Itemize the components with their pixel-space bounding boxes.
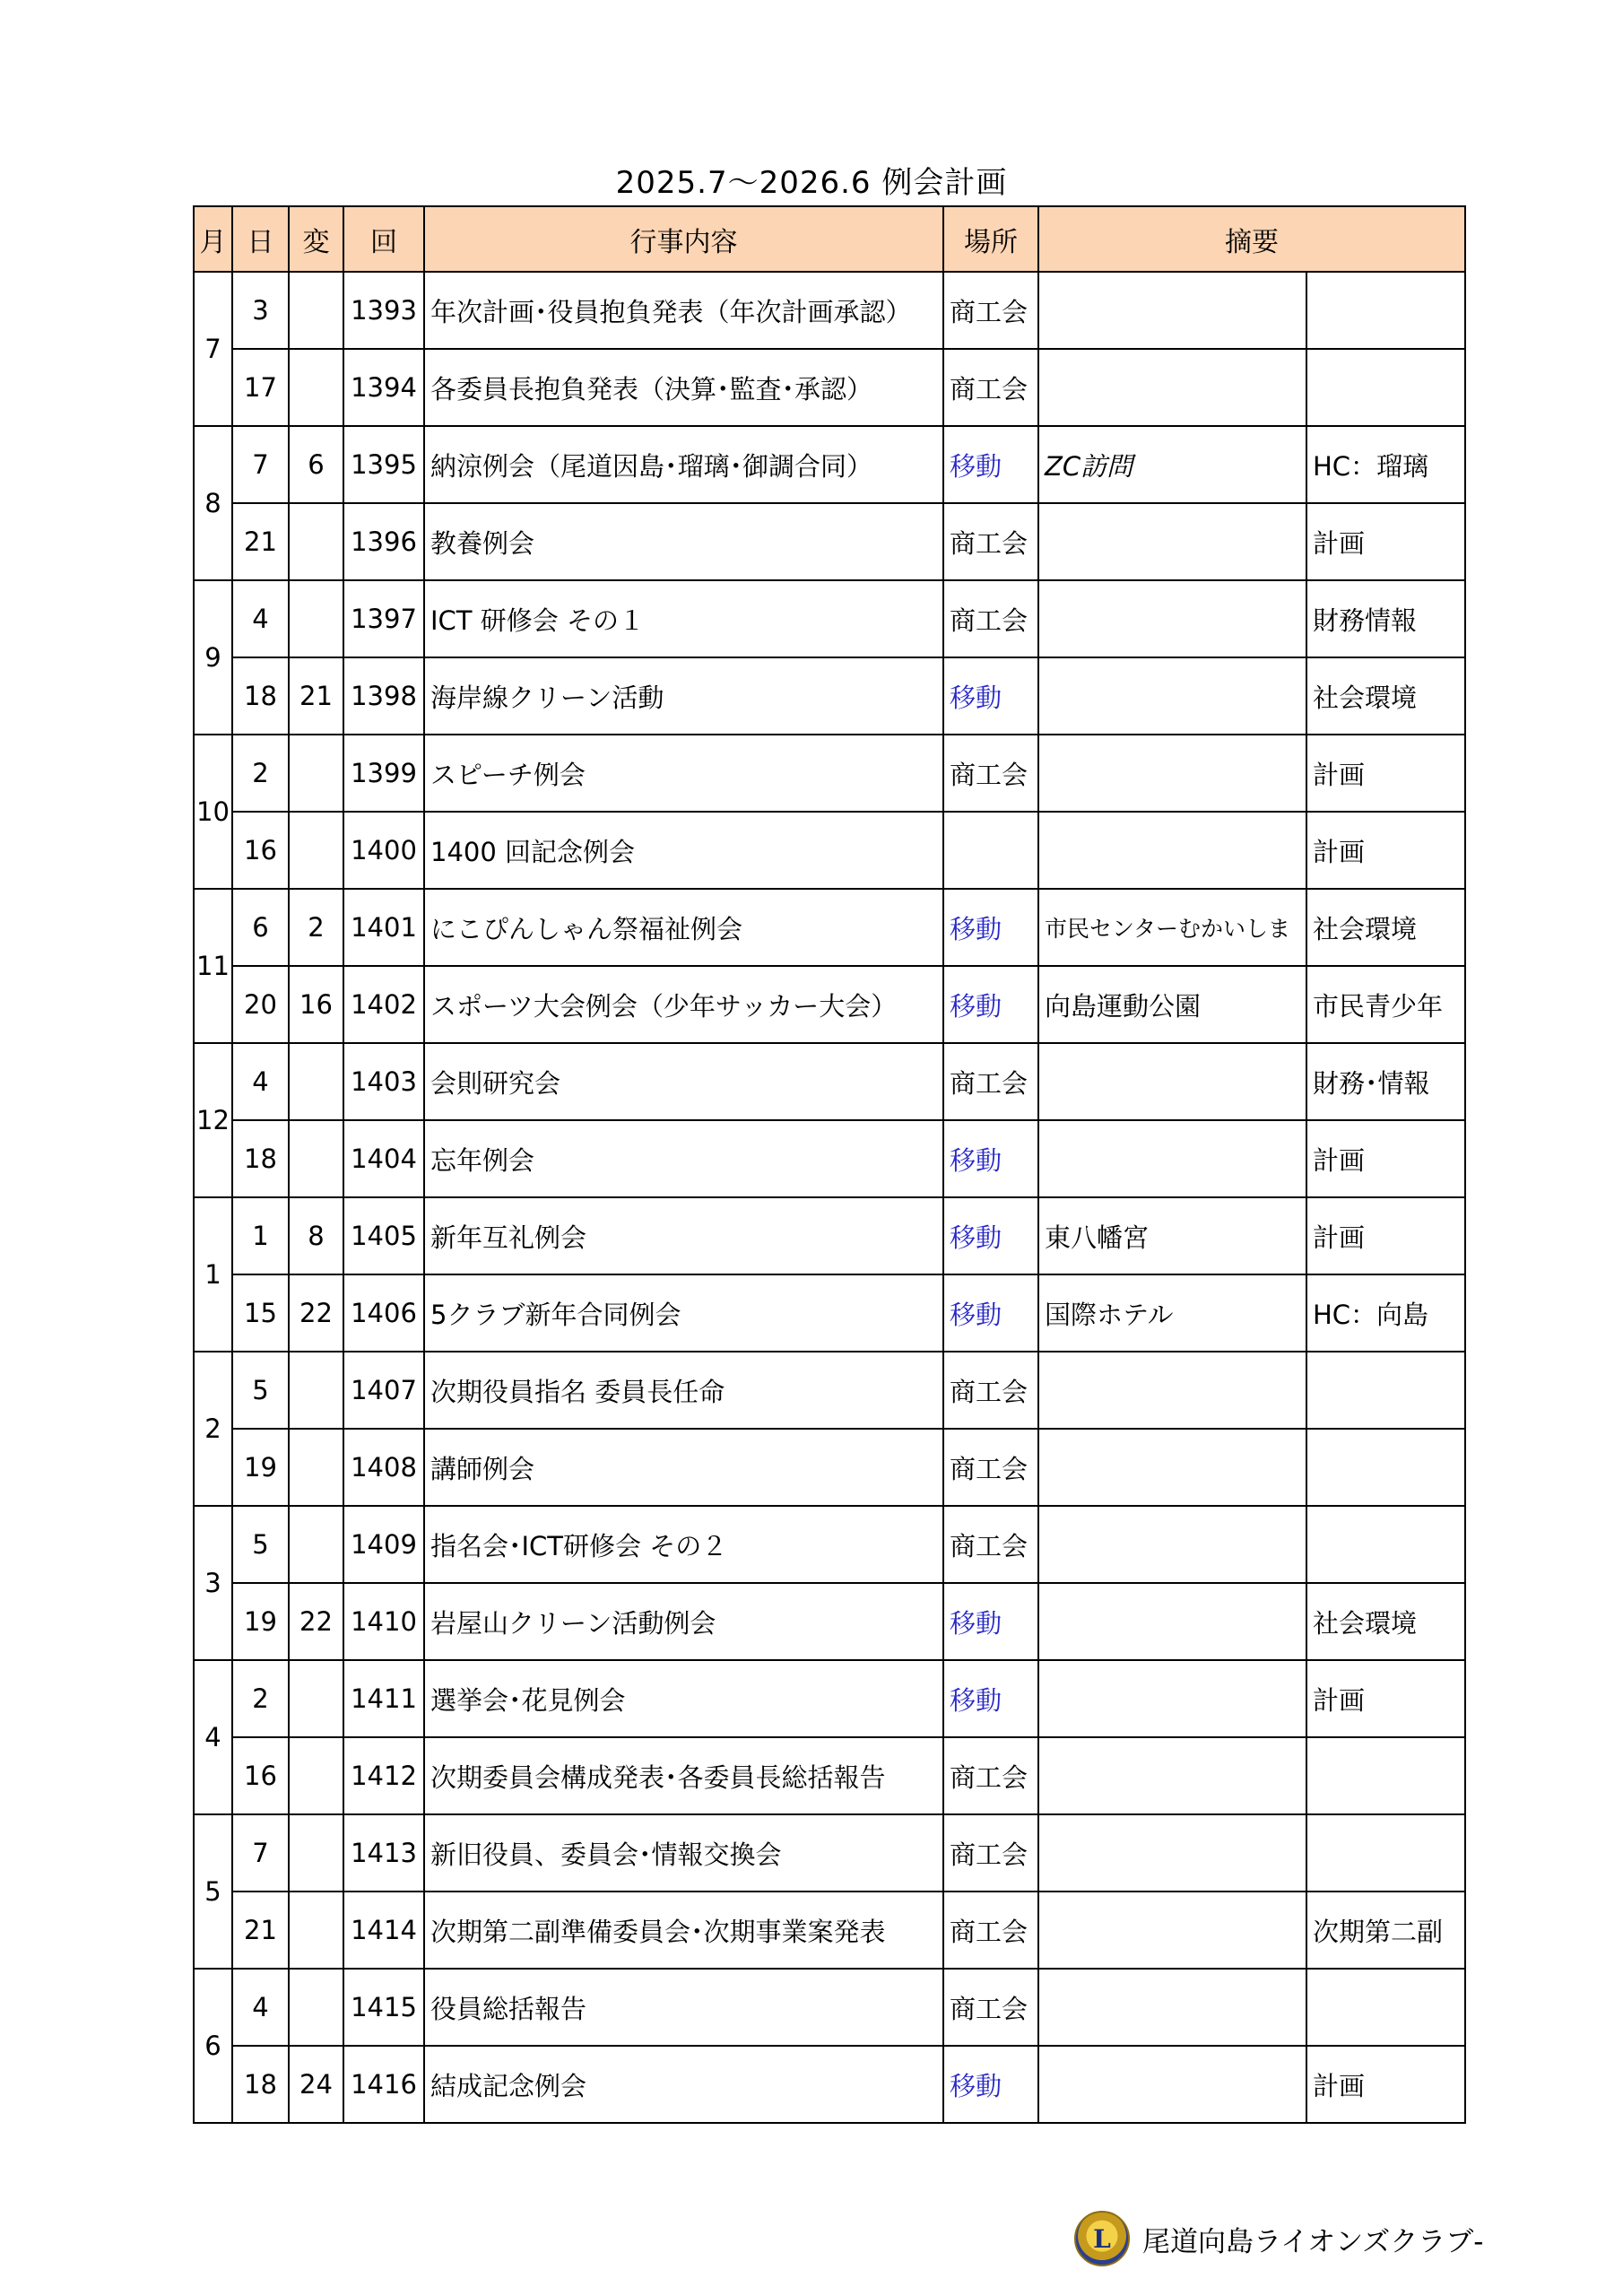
number-cell: 1402 bbox=[343, 966, 424, 1043]
number-cell: 1413 bbox=[343, 1814, 424, 1892]
month-cell: 10 bbox=[194, 735, 232, 889]
change-cell: 24 bbox=[289, 2046, 343, 2123]
place-cell: 移動 bbox=[943, 889, 1038, 966]
day-cell: 1 bbox=[232, 1197, 289, 1274]
day-cell: 19 bbox=[232, 1429, 289, 1506]
table-row bbox=[194, 349, 1465, 426]
note-category-cell: HC：瑠璃 bbox=[1306, 426, 1465, 503]
number-cell: 1408 bbox=[343, 1429, 424, 1506]
event-cell: 講師例会 bbox=[424, 1429, 943, 1506]
change-cell: 8 bbox=[289, 1197, 343, 1274]
club-name: 尾道向島ライオンズクラブ- bbox=[1142, 2225, 1484, 2258]
place-cell: 商工会 bbox=[943, 272, 1038, 349]
month-cell: 7 bbox=[194, 272, 232, 426]
number-cell: 1394 bbox=[343, 349, 424, 426]
footer bbox=[1074, 2205, 1483, 2273]
day-cell: 5 bbox=[232, 1352, 289, 1429]
month-cell: 5 bbox=[194, 1814, 232, 1969]
change-cell bbox=[289, 1660, 343, 1737]
table-row bbox=[194, 272, 1465, 349]
note-category-cell: 市民青少年 bbox=[1306, 966, 1465, 1043]
day-cell: 4 bbox=[232, 580, 289, 657]
day-cell: 18 bbox=[232, 2046, 289, 2123]
number-cell: 1393 bbox=[343, 272, 424, 349]
month-cell: 4 bbox=[194, 1660, 232, 1814]
note-detail-cell bbox=[1038, 657, 1306, 735]
change-cell: 6 bbox=[289, 426, 343, 503]
place-cell: 商工会 bbox=[943, 735, 1038, 812]
day-cell: 4 bbox=[232, 1043, 289, 1120]
event-cell: 次期役員指名 委員長任命 bbox=[424, 1352, 943, 1429]
note-category-cell: 計画 bbox=[1306, 812, 1465, 889]
note-category-cell bbox=[1306, 1429, 1465, 1506]
change-cell: 21 bbox=[289, 657, 343, 735]
number-cell: 1395 bbox=[343, 426, 424, 503]
event-cell: 新年互礼例会 bbox=[424, 1197, 943, 1274]
note-category-cell bbox=[1306, 1352, 1465, 1429]
number-cell: 1414 bbox=[343, 1892, 424, 1969]
place-cell: 移動 bbox=[943, 426, 1038, 503]
table-header-row bbox=[194, 206, 1465, 272]
note-detail-cell bbox=[1038, 1737, 1306, 1814]
table-row bbox=[194, 1969, 1465, 2046]
event-cell: スピーチ例会 bbox=[424, 735, 943, 812]
header-month: 月 bbox=[194, 206, 232, 272]
event-cell: にこぴんしゃん祭福祉例会 bbox=[424, 889, 943, 966]
number-cell: 1412 bbox=[343, 1737, 424, 1814]
note-category-cell: 計画 bbox=[1306, 735, 1465, 812]
event-cell: 忘年例会 bbox=[424, 1120, 943, 1197]
event-cell: スポーツ大会例会（少年サッカー大会） bbox=[424, 966, 943, 1043]
event-cell: 新旧役員、委員会･情報交換会 bbox=[424, 1814, 943, 1892]
note-detail-cell bbox=[1038, 1120, 1306, 1197]
change-cell bbox=[289, 1737, 343, 1814]
number-cell: 1401 bbox=[343, 889, 424, 966]
note-category-cell: HC：向島 bbox=[1306, 1274, 1465, 1352]
table-row bbox=[194, 1274, 1465, 1352]
place-cell: 商工会 bbox=[943, 349, 1038, 426]
table-row bbox=[194, 1506, 1465, 1583]
change-cell bbox=[289, 1120, 343, 1197]
note-category-cell: 計画 bbox=[1306, 1120, 1465, 1197]
note-category-cell: 社会環境 bbox=[1306, 1583, 1465, 1660]
note-detail-cell bbox=[1038, 2046, 1306, 2123]
place-cell: 移動 bbox=[943, 966, 1038, 1043]
place-cell: 商工会 bbox=[943, 1737, 1038, 1814]
header-number: 回 bbox=[343, 206, 424, 272]
change-cell: 16 bbox=[289, 966, 343, 1043]
table-row bbox=[194, 1583, 1465, 1660]
event-cell: ICT 研修会 その１ bbox=[424, 580, 943, 657]
note-detail-cell bbox=[1038, 503, 1306, 580]
header-day: 日 bbox=[232, 206, 289, 272]
place-cell: 移動 bbox=[943, 2046, 1038, 2123]
month-cell: 6 bbox=[194, 1969, 232, 2123]
note-detail-cell bbox=[1038, 1660, 1306, 1737]
event-cell: 指名会･ICT研修会 その２ bbox=[424, 1506, 943, 1583]
table-row bbox=[194, 1892, 1465, 1969]
note-category-cell: 社会環境 bbox=[1306, 657, 1465, 735]
place-cell: 移動 bbox=[943, 1197, 1038, 1274]
note-detail-cell bbox=[1038, 1583, 1306, 1660]
change-cell bbox=[289, 1969, 343, 2046]
day-cell: 20 bbox=[232, 966, 289, 1043]
event-cell: 岩屋山クリーン活動例会 bbox=[424, 1583, 943, 1660]
note-detail-cell: 東八幡宮 bbox=[1038, 1197, 1306, 1274]
table-row bbox=[194, 1737, 1465, 1814]
note-category-cell: 計画 bbox=[1306, 1660, 1465, 1737]
place-cell: 商工会 bbox=[943, 1969, 1038, 2046]
number-cell: 1406 bbox=[343, 1274, 424, 1352]
note-detail-cell bbox=[1038, 1506, 1306, 1583]
event-cell: 各委員長抱負発表（決算･監査･承認） bbox=[424, 349, 943, 426]
header-note: 摘要 bbox=[1038, 206, 1465, 272]
event-cell: 海岸線クリーン活動 bbox=[424, 657, 943, 735]
event-cell: 教養例会 bbox=[424, 503, 943, 580]
event-cell: 1400 回記念例会 bbox=[424, 812, 943, 889]
number-cell: 1416 bbox=[343, 2046, 424, 2123]
change-cell bbox=[289, 1506, 343, 1583]
month-cell: 12 bbox=[194, 1043, 232, 1197]
place-cell: 移動 bbox=[943, 1120, 1038, 1197]
note-detail-cell: 向島運動公園 bbox=[1038, 966, 1306, 1043]
place-cell: 商工会 bbox=[943, 1506, 1038, 1583]
number-cell: 1397 bbox=[343, 580, 424, 657]
number-cell: 1409 bbox=[343, 1506, 424, 1583]
header-place: 場所 bbox=[943, 206, 1038, 272]
day-cell: 15 bbox=[232, 1274, 289, 1352]
place-cell: 移動 bbox=[943, 1274, 1038, 1352]
note-category-cell: 計画 bbox=[1306, 503, 1465, 580]
note-detail-cell bbox=[1038, 735, 1306, 812]
change-cell bbox=[289, 272, 343, 349]
number-cell: 1396 bbox=[343, 503, 424, 580]
day-cell: 21 bbox=[232, 1892, 289, 1969]
table-row bbox=[194, 503, 1465, 580]
change-cell bbox=[289, 1352, 343, 1429]
change-cell bbox=[289, 349, 343, 426]
month-cell: 8 bbox=[194, 426, 232, 580]
event-cell: 会則研究会 bbox=[424, 1043, 943, 1120]
month-cell: 2 bbox=[194, 1352, 232, 1506]
day-cell: 16 bbox=[232, 1737, 289, 1814]
place-cell: 商工会 bbox=[943, 1892, 1038, 1969]
event-cell: 納涼例会（尾道因島･瑠璃･御調合同） bbox=[424, 426, 943, 503]
place-cell: 商工会 bbox=[943, 1814, 1038, 1892]
day-cell: 17 bbox=[232, 349, 289, 426]
place-cell: 商工会 bbox=[943, 1352, 1038, 1429]
day-cell: 2 bbox=[232, 1660, 289, 1737]
table-row bbox=[194, 2046, 1465, 2123]
note-detail-cell bbox=[1038, 1814, 1306, 1892]
number-cell: 1411 bbox=[343, 1660, 424, 1737]
change-cell bbox=[289, 735, 343, 812]
month-cell: 11 bbox=[194, 889, 232, 1043]
table-row bbox=[194, 1197, 1465, 1274]
day-cell: 3 bbox=[232, 272, 289, 349]
change-cell: 2 bbox=[289, 889, 343, 966]
day-cell: 5 bbox=[232, 1506, 289, 1583]
change-cell bbox=[289, 1043, 343, 1120]
event-cell: 役員総括報告 bbox=[424, 1969, 943, 2046]
month-cell: 1 bbox=[194, 1197, 232, 1352]
note-detail-cell bbox=[1038, 1043, 1306, 1120]
note-detail-cell bbox=[1038, 349, 1306, 426]
table-row bbox=[194, 889, 1465, 966]
note-category-cell bbox=[1306, 272, 1465, 349]
note-category-cell bbox=[1306, 1506, 1465, 1583]
event-cell: 年次計画･役員抱負発表（年次計画承認） bbox=[424, 272, 943, 349]
table-row bbox=[194, 1120, 1465, 1197]
table-row bbox=[194, 657, 1465, 735]
change-cell: 22 bbox=[289, 1583, 343, 1660]
number-cell: 1405 bbox=[343, 1197, 424, 1274]
change-cell bbox=[289, 503, 343, 580]
note-category-cell: 次期第二副 bbox=[1306, 1892, 1465, 1969]
event-cell: 選挙会･花見例会 bbox=[424, 1660, 943, 1737]
number-cell: 1403 bbox=[343, 1043, 424, 1120]
logo-letter: L bbox=[1093, 2223, 1111, 2254]
day-cell: 2 bbox=[232, 735, 289, 812]
note-category-cell: 計画 bbox=[1306, 1197, 1465, 1274]
note-detail-cell: ZC訪問 bbox=[1038, 426, 1306, 503]
month-cell: 3 bbox=[194, 1506, 232, 1660]
note-category-cell bbox=[1306, 1814, 1465, 1892]
place-cell: 移動 bbox=[943, 1583, 1038, 1660]
note-detail-cell bbox=[1038, 1969, 1306, 2046]
table-row bbox=[194, 426, 1465, 503]
change-cell bbox=[289, 580, 343, 657]
day-cell: 7 bbox=[232, 1814, 289, 1892]
place-cell: 商工会 bbox=[943, 1429, 1038, 1506]
place-cell: 商工会 bbox=[943, 503, 1038, 580]
note-detail-cell bbox=[1038, 272, 1306, 349]
number-cell: 1399 bbox=[343, 735, 424, 812]
place-cell bbox=[943, 812, 1038, 889]
note-detail-cell bbox=[1038, 1429, 1306, 1506]
meeting-plan-table bbox=[193, 205, 1466, 2124]
table-body bbox=[194, 272, 1465, 2123]
note-category-cell bbox=[1306, 349, 1465, 426]
day-cell: 21 bbox=[232, 503, 289, 580]
change-cell bbox=[289, 812, 343, 889]
day-cell: 4 bbox=[232, 1969, 289, 2046]
note-category-cell bbox=[1306, 1737, 1465, 1814]
note-category-cell: 財務･情報 bbox=[1306, 1043, 1465, 1120]
page-title: 2025.7～2026.6 例会計画 bbox=[615, 165, 1008, 201]
day-cell: 19 bbox=[232, 1583, 289, 1660]
place-cell: 移動 bbox=[943, 1660, 1038, 1737]
change-cell bbox=[289, 1892, 343, 1969]
month-cell: 9 bbox=[194, 580, 232, 735]
day-cell: 18 bbox=[232, 657, 289, 735]
place-cell: 商工会 bbox=[943, 580, 1038, 657]
change-cell bbox=[289, 1429, 343, 1506]
note-detail-cell bbox=[1038, 1892, 1306, 1969]
number-cell: 1400 bbox=[343, 812, 424, 889]
note-detail-cell: 国際ホテル bbox=[1038, 1274, 1306, 1352]
table-row bbox=[194, 1043, 1465, 1120]
event-cell: 次期委員会構成発表･各委員長総括報告 bbox=[424, 1737, 943, 1814]
event-cell: 次期第二副準備委員会･次期事業案発表 bbox=[424, 1892, 943, 1969]
number-cell: 1415 bbox=[343, 1969, 424, 2046]
note-category-cell bbox=[1306, 1969, 1465, 2046]
number-cell: 1410 bbox=[343, 1583, 424, 1660]
day-cell: 16 bbox=[232, 812, 289, 889]
table-row bbox=[194, 1429, 1465, 1506]
header-event: 行事内容 bbox=[424, 206, 943, 272]
note-detail-cell bbox=[1038, 1352, 1306, 1429]
table-row bbox=[194, 735, 1465, 812]
note-category-cell: 社会環境 bbox=[1306, 889, 1465, 966]
event-cell: 5クラブ新年合同例会 bbox=[424, 1274, 943, 1352]
note-detail-cell: 市民センターむかいしま bbox=[1038, 889, 1306, 966]
lions-logo-icon bbox=[1074, 2211, 1130, 2266]
table-row bbox=[194, 580, 1465, 657]
note-category-cell: 計画 bbox=[1306, 2046, 1465, 2123]
day-cell: 6 bbox=[232, 889, 289, 966]
change-cell bbox=[289, 1814, 343, 1892]
number-cell: 1407 bbox=[343, 1352, 424, 1429]
place-cell: 商工会 bbox=[943, 1043, 1038, 1120]
day-cell: 7 bbox=[232, 426, 289, 503]
table-row bbox=[194, 812, 1465, 889]
table-row bbox=[194, 966, 1465, 1043]
header-change: 変 bbox=[289, 206, 343, 272]
event-cell: 結成記念例会 bbox=[424, 2046, 943, 2123]
day-cell: 18 bbox=[232, 1120, 289, 1197]
place-cell: 移動 bbox=[943, 657, 1038, 735]
table-row bbox=[194, 1660, 1465, 1737]
table-row bbox=[194, 1814, 1465, 1892]
note-detail-cell bbox=[1038, 812, 1306, 889]
table-row bbox=[194, 1352, 1465, 1429]
number-cell: 1398 bbox=[343, 657, 424, 735]
note-detail-cell bbox=[1038, 580, 1306, 657]
change-cell: 22 bbox=[289, 1274, 343, 1352]
note-category-cell: 財務情報 bbox=[1306, 580, 1465, 657]
number-cell: 1404 bbox=[343, 1120, 424, 1197]
